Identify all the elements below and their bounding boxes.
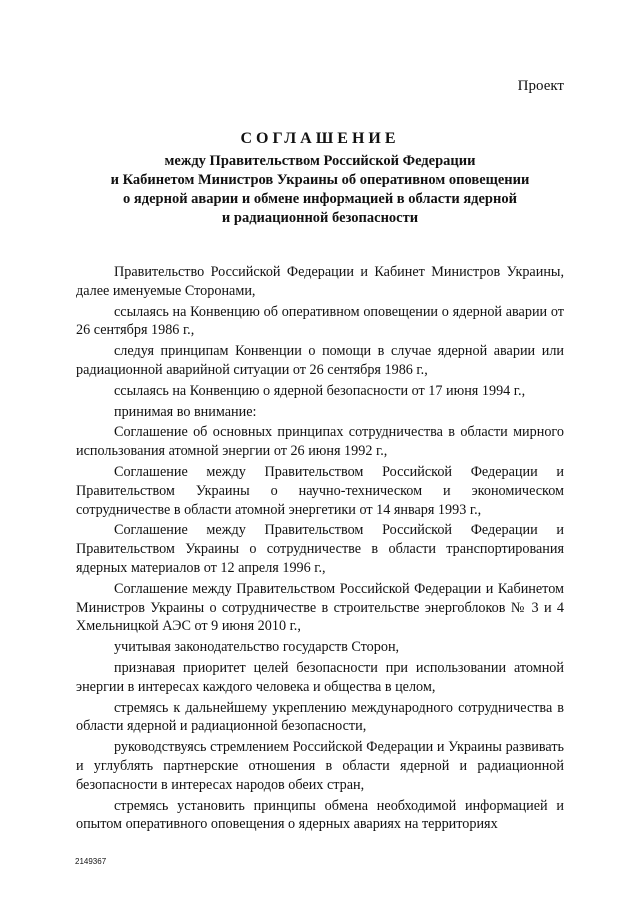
- body-paragraph: Правительство Российской Федерации и Кабинет Министров Украины, далее именуемые Сторонами,: [76, 264, 564, 299]
- body-paragraph: Соглашение между Правительством Российской Федерации и Правительством Украины о научно-техническом и экономическом сотрудничестве в области атомной энергетики от 14 января 1993 г.,: [76, 463, 564, 518]
- subtitle-line: и Кабинетом Министров Украины об оперативном оповещении: [110, 172, 530, 188]
- draft-mark: Проект: [517, 78, 564, 94]
- body-paragraph: руководствуясь стремлением Российской Федерации и Украины развивать и углублять партнерские отношения в области ядерной и радиационной безопасности в интересах народов обеих стран,: [76, 739, 564, 793]
- body-paragraph: стремясь установить принципы обмена необходимой информацией и опытом оперативного оповещения о ядерных авариях на территориях: [76, 797, 564, 833]
- subtitle-line: о ядерной аварии и обмене информацией в области ядерной: [123, 191, 517, 207]
- document-number: 2149367: [75, 857, 107, 866]
- document-title: СОГЛАШЕНИЕ: [240, 130, 400, 147]
- body-paragraph: Соглашение между Правительством Российской Федерации и Правительством Украины о сотрудничестве в области транспортирования ядерных материалов от 12 апреля 1996 г.,: [76, 522, 564, 576]
- body-paragraph: стремясь к дальнейшему укреплению международного сотрудничества в области ядерной и радиационной безопасности,: [76, 699, 564, 735]
- body-paragraph: ссылаясь на Конвенцию об оперативном оповещении о ядерной аварии от 26 сентября 1986 г.,: [76, 303, 564, 339]
- subtitle-line: между Правительством Российской Федерации: [164, 153, 476, 169]
- subtitle-line: и радиационной безопасности: [221, 210, 419, 226]
- document-body: [76, 263, 564, 836]
- body-paragraph: Соглашение между Правительством Российской Федерации и Кабинетом Министров Украины о сотрудничестве в строительстве энергоблоков № 3 и 4 Хмельницкой АЭС от 9 июня 2010 г.,: [76, 580, 564, 635]
- body-paragraph: принимая во внимание:: [114, 403, 257, 420]
- body-paragraph: следуя принципам Конвенции о помощи в случае ядерной аварии или радиационной аварийной ситуации от 26 сентября 1986 г.,: [76, 343, 564, 378]
- body-paragraph: ссылаясь на Конвенцию о ядерной безопасности от 17 июня 1994 г.,: [114, 382, 526, 399]
- document-subtitle: [80, 152, 560, 228]
- body-paragraph: Соглашение об основных принципах сотрудничества в области мирного использования атомной энергии от 26 июня 1992 г.,: [76, 424, 564, 460]
- body-paragraph: признавая приоритет целей безопасности при использовании атомной энергии в интересах каждого человека и общества в целом,: [76, 659, 564, 695]
- body-paragraph: учитывая законодательство государств Сторон,: [114, 639, 400, 656]
